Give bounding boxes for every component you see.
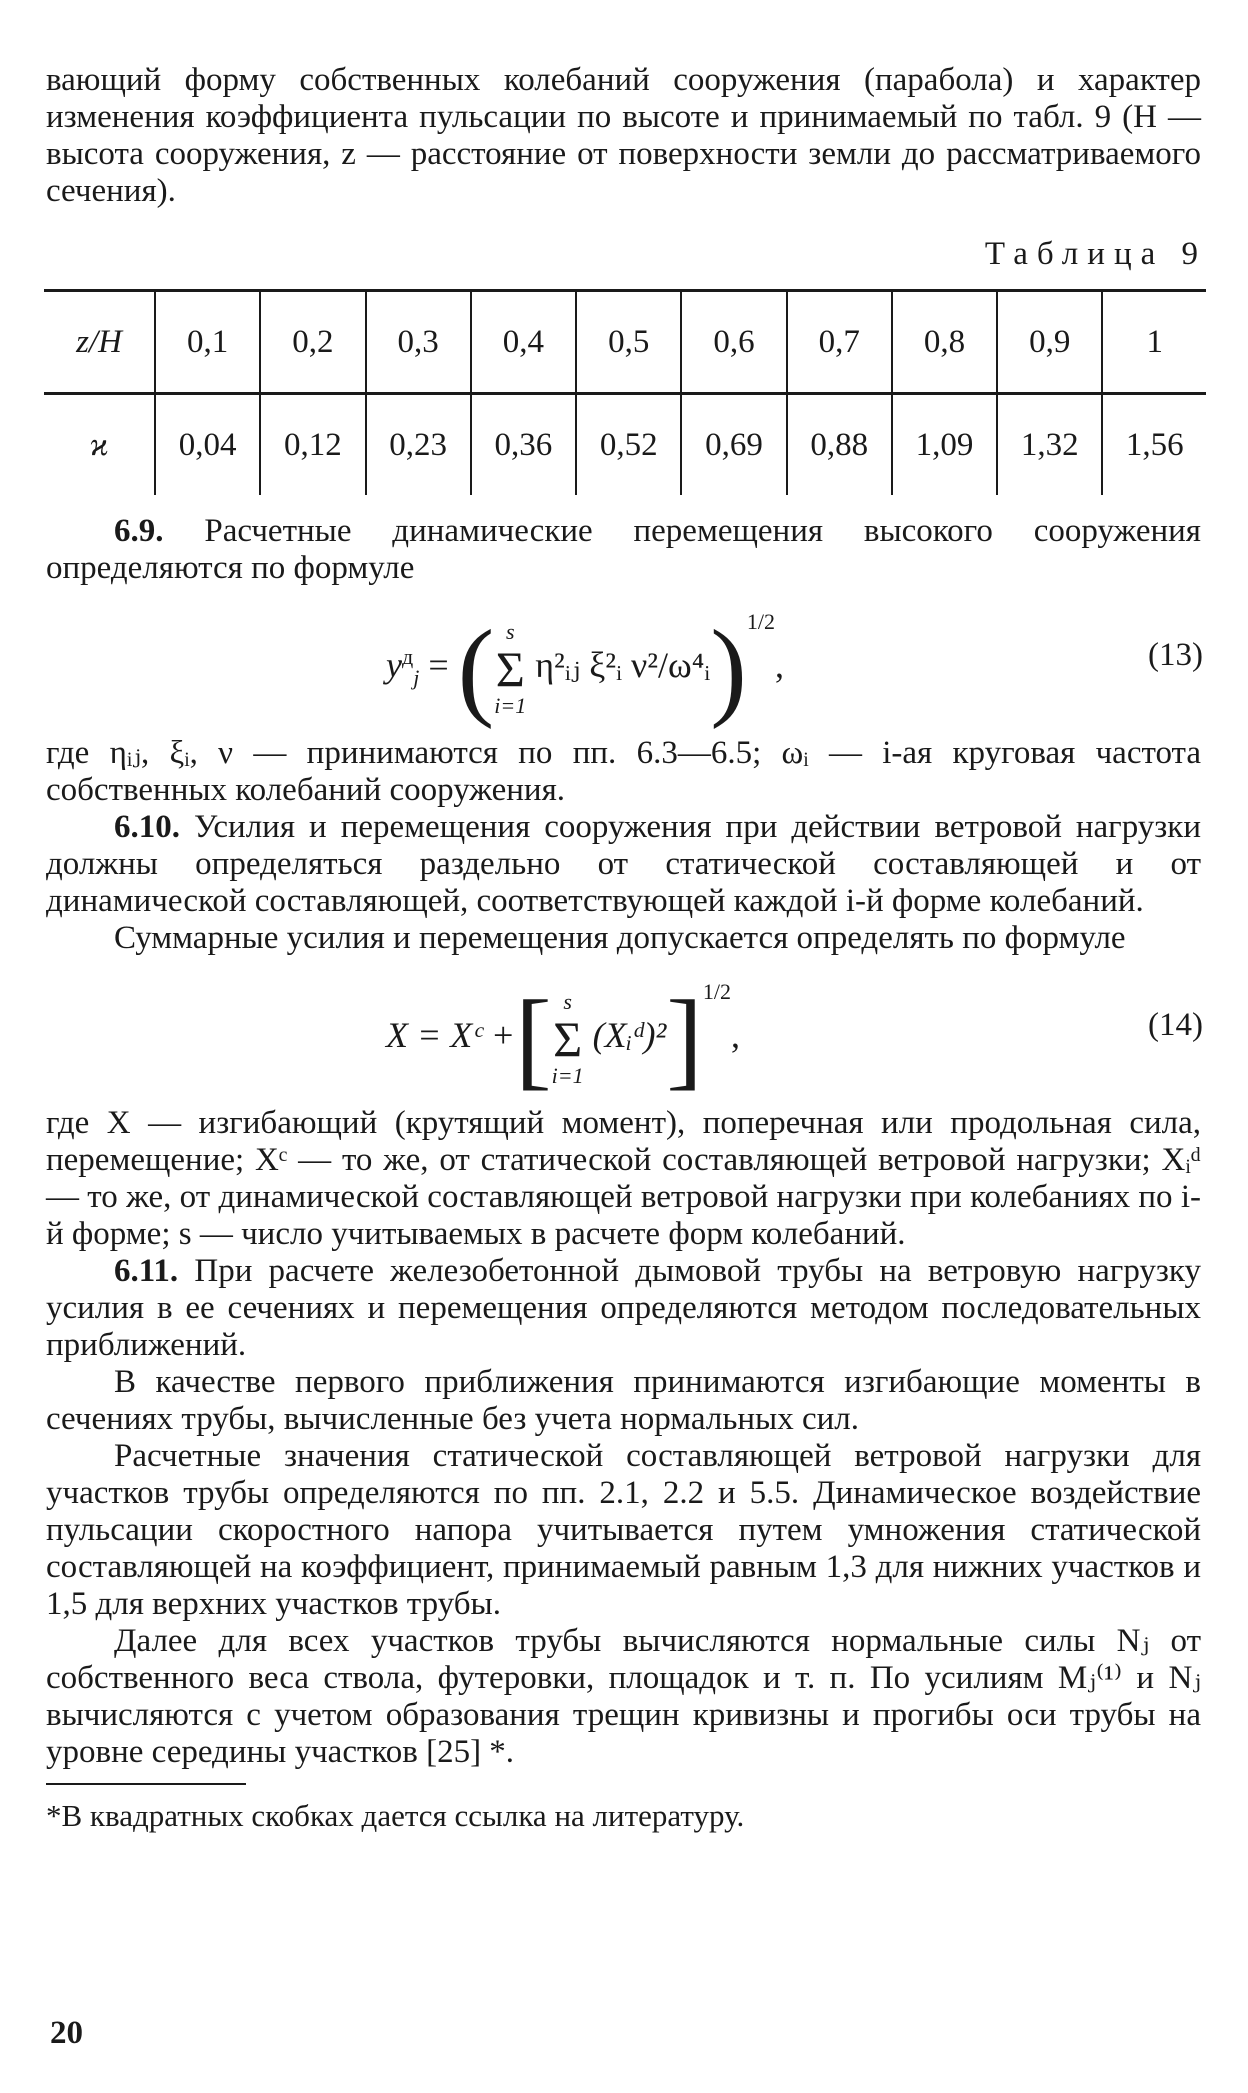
formula-14-tail: ,	[731, 1015, 741, 1055]
table-kappa-cell: 0,36	[471, 394, 576, 496]
paragraph-6-11-text: При расчете железобетонной дымовой трубы на ветровую нагрузку усилия в ее сечениях и перемещения определяются методом последовательных приближений.	[46, 1253, 1201, 1363]
paragraph-14-where: где X — изгибающий (крутящий момент), поперечная или продольная сила, перемещение; Xᶜ — то же, от статической составляющей ветровой нагрузки; Xᵢᵈ — то же, от динамической составляющей ветровой нагрузки при колебаниях по i-й форме; s — число учитываемых в расчете форм колебаний.	[46, 1105, 1201, 1252]
paragraph-6-10	[46, 809, 1201, 920]
formula-13-sum: s Σ i=1	[494, 618, 527, 718]
table-zh-cell: 0,5	[576, 291, 681, 394]
table-kappa-cell: 0,23	[366, 394, 471, 496]
paragraph-6-11d: Далее для всех участков трубы вычисляются нормальные силы Nⱼ от собственного веса ствола, футеровки, площадок и т. п. По усилиям Mⱼ⁽¹⁾ и Nⱼ вычисляются с учетом образования трещин кривизны и прогибы оси трубы на уровне середины участков [25] *.	[46, 1623, 1201, 1770]
table-9	[44, 289, 1206, 495]
formula-14-power: 1/2	[702, 979, 732, 1004]
table-row-kappa	[44, 394, 1206, 496]
table-zh-cell: 0,9	[997, 291, 1102, 394]
formula-14-sum-bottom: i=1	[551, 1062, 584, 1088]
table-kappa-cell: 0,88	[787, 394, 892, 496]
paragraph-6-11c: Расчетные значения статической составляющей ветровой нагрузки для участков трубы определяются по пп. 2.1, 2.2 и 5.5. Динамическое воздействие пульсации скоростного напора учитывается путем умножения статической составляющей на коэффициент, принимаемый равным 1,3 для нижних участков и 1,5 для верхних участков трубы.	[46, 1438, 1201, 1622]
formula-13-lhs-sub: j	[413, 665, 420, 691]
paragraph-6-9-text: Расчетные динамические перемещения высокого сооружения определяются по формуле	[46, 513, 1201, 586]
table-kappa-cell: 1,32	[997, 394, 1102, 496]
section-number-6-10: 6.10.	[114, 809, 180, 845]
formula-14: X = Xᶜ +[ s Σ i=1 (Xᵢᵈ)²]$^{1/2}$, (14)	[386, 977, 1203, 1100]
page-number: 20	[50, 2015, 83, 2051]
formula-13-tail: ,	[774, 645, 784, 685]
table-kappa-cell: 0,52	[576, 394, 681, 496]
table-kappa-cell: 0,04	[155, 394, 260, 496]
paragraph-6-10-text: Усилия и перемещения сооружения при действии ветровой нагрузки должны определяться раздельно от статической составляющей и от динамической составляющей, соответствующей каждой і-й форме колебаний.	[46, 809, 1201, 919]
formula-13-power: 1/2	[746, 609, 775, 634]
paragraph-6-9	[46, 513, 1201, 587]
footnote: *В квадратных скобках дается ссылка на литературу.	[46, 1798, 745, 1833]
formula-14-lhs: X = Xᶜ +	[386, 1015, 516, 1055]
paragraph-intro: вающий форму собственных колебаний сооружения (парабола) и характер изменения коэффициента пульсации по высоте и принимаемый по табл. 9 (H — высота сооружения, z — расстояние от поверхности земли до рассматриваемого сечения).	[46, 62, 1201, 209]
section-number-6-9: 6.9.	[114, 513, 164, 549]
paragraph-6-11b: В качестве первого приближения принимаются изгибающие моменты в сечениях трубы, вычисленные без учета нормальных сил.	[46, 1364, 1201, 1437]
table-zh-cell: 0,7	[787, 291, 892, 394]
formula-14-term: (Xᵢᵈ)²	[592, 1015, 667, 1055]
table-zh-cell: 1	[1102, 291, 1206, 394]
table-kappa-cell: 0,12	[260, 394, 365, 496]
formula-13: $y^д_j$ = ( s Σ i=1 η²ᵢⱼ ξ²ᵢ ν²/ω⁴ᵢ)$^{1/2}$, (13)	[386, 607, 1203, 730]
table-zh-label: z/H	[44, 291, 155, 394]
formula-13-sum-top: s	[505, 618, 515, 644]
table-row-zh	[44, 291, 1206, 394]
table-zh-cell: 0,1	[155, 291, 260, 394]
table-zh-cell: 0,6	[681, 291, 786, 394]
paragraph-6-11	[46, 1253, 1201, 1364]
table-kappa-cell: 1,56	[1102, 394, 1206, 496]
page-body	[46, 62, 1207, 1835]
table-kappa-cell: 1,09	[892, 394, 997, 496]
table-zh-cell: 0,4	[471, 291, 576, 394]
paragraph-13-where: где ηᵢⱼ, ξᵢ, ν — принимаются по пп. 6.3—6.5; ωᵢ — i-ая круговая частота собственных колебаний сооружения.	[46, 735, 1201, 808]
table-kappa-label: ϰ	[89, 426, 109, 463]
footnote-divider	[46, 1783, 246, 1785]
formula-13-terms: η²ᵢⱼ ξ²ᵢ ν²/ω⁴ᵢ	[535, 645, 711, 685]
formula-14-sum-top: s	[563, 988, 572, 1014]
formula-13-sum-bottom: i=1	[494, 692, 527, 718]
section-number-6-11: 6.11.	[114, 1253, 179, 1289]
formula-14-number: (14)	[1148, 1007, 1203, 1043]
formula-13-lhs-sup: д	[401, 644, 414, 669]
paragraph-6-10b: Суммарные усилия и перемещения допускается определять по формуле	[114, 920, 1126, 956]
table-kappa-cell: 0,69	[681, 394, 786, 496]
formula-13-lhs: y	[386, 645, 402, 685]
formula-13-eq: =	[419, 645, 458, 685]
formula-13-number: (13)	[1148, 637, 1203, 673]
table-zh-cell: 0,8	[892, 291, 997, 394]
table-caption: Таблица 9	[984, 236, 1207, 272]
table-zh-cell: 0,2	[260, 291, 365, 394]
formula-14-sum: s Σ i=1	[551, 988, 584, 1088]
table-zh-cell: 0,3	[366, 291, 471, 394]
